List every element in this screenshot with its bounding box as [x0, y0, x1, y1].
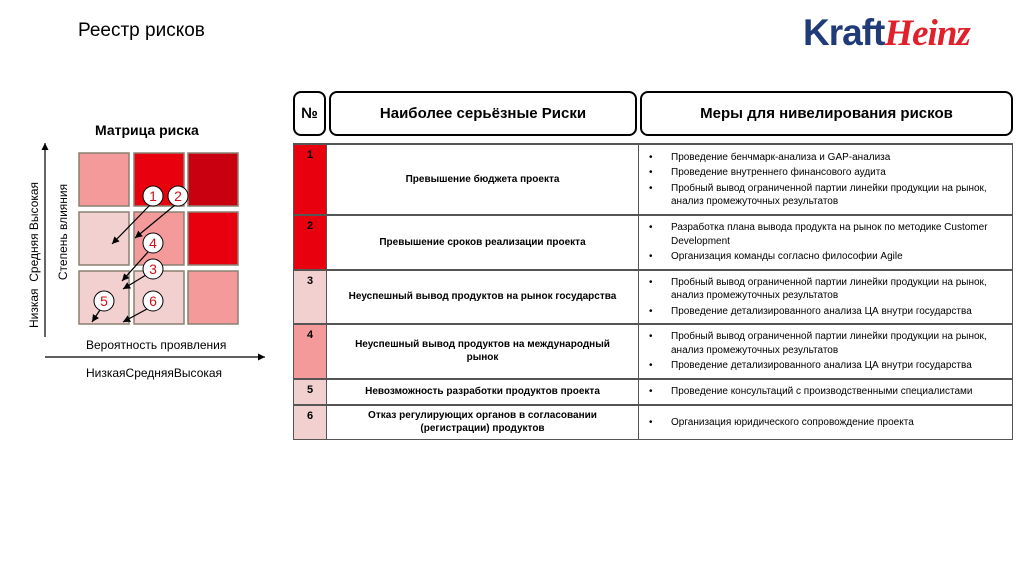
table-row	[294, 324, 1013, 379]
measure-item: • Проведение бенчмарк-анализа и GAP-анализа	[645, 151, 1006, 165]
table-row	[294, 215, 1013, 270]
svg-text:6: 6	[149, 293, 157, 309]
y-axis-levels: Низкая Средняя Высокая	[27, 181, 41, 328]
header-risks: Наиболее серьёзные Риски	[329, 91, 637, 136]
risk-name: Превышение сроков реализации проекта	[327, 215, 639, 270]
svg-text:2: 2	[174, 188, 182, 204]
kraft-heinz-logo	[803, 12, 970, 55]
measure-item: • Пробный вывод ограниченной партии линейки продукции на рынок, анализ промежуточных результатов	[645, 182, 1006, 209]
matrix-cell	[188, 153, 238, 206]
risk-measures	[639, 270, 1013, 325]
table-row	[294, 270, 1013, 325]
logo-heinz: Heinz	[884, 13, 970, 54]
risk-marker-2	[168, 186, 188, 206]
svg-text:3: 3	[149, 261, 157, 277]
matrix-cell	[79, 153, 129, 206]
svg-text:4: 4	[149, 235, 157, 251]
y-axis-label: Степень влияния	[56, 183, 70, 281]
risk-name: Неуспешный вывод продуктов на международный рынок	[327, 324, 639, 379]
table-row	[294, 405, 1013, 440]
table-row	[294, 379, 1013, 405]
risk-marker-5	[94, 291, 114, 311]
risk-name: Невозможность разработки продуктов проекта	[327, 379, 639, 405]
matrix-cell	[188, 212, 238, 265]
measure-item: • Организация юридического сопровождение проекта	[645, 416, 1006, 430]
page-title: Реестр рисков	[78, 20, 205, 41]
risk-name: Отказ регулирующих органов в согласовании (регистрации) продуктов	[327, 405, 639, 440]
risk-number: 2	[294, 215, 327, 270]
matrix-cell	[79, 212, 129, 265]
risk-name: Превышение бюджета проекта	[327, 144, 639, 215]
x-axis-label: Вероятность проявления	[86, 338, 227, 352]
header-measures: Меры для нивелирования рисков	[640, 91, 1013, 136]
risk-number: 4	[294, 324, 327, 379]
risk-measures	[639, 379, 1013, 405]
risk-number: 5	[294, 379, 327, 405]
measure-item: • Организация команды согласно философии Agile	[645, 250, 1006, 264]
measure-item: • Разработка плана вывода продукта на рынок по методике Customer Development	[645, 221, 1006, 248]
matrix-title: Матрица риска	[95, 122, 199, 138]
matrix-cell	[188, 271, 238, 324]
risk-marker-4	[143, 233, 163, 253]
risk-name: Неуспешный вывод продуктов на рынок государства	[327, 270, 639, 325]
risk-table	[293, 143, 1013, 440]
measure-item: • Проведение консультаций с производственными специалистами	[645, 385, 1006, 399]
risk-number: 1	[294, 144, 327, 215]
measure-item: • Проведение внутреннего финансового аудита	[645, 166, 1006, 180]
measure-item: • Пробный вывод ограниченной партии линейки продукции на рынок, анализ промежуточных результатов	[645, 276, 1006, 303]
table-row	[294, 144, 1013, 215]
measure-item: • Пробный вывод ограниченной партии линейки продукции на рынок, анализ промежуточных результатов	[645, 330, 1006, 357]
risk-number: 3	[294, 270, 327, 325]
risk-measures	[639, 144, 1013, 215]
measure-item: • Проведение детализированного анализа ЦА внутри государства	[645, 305, 1006, 319]
x-axis-levels: НизкаяСредняяВысокая	[86, 366, 223, 380]
risk-measures	[639, 405, 1013, 440]
risk-number: 6	[294, 405, 327, 440]
risk-marker-1	[143, 186, 163, 206]
measure-item: • Проведение детализированного анализа ЦА внутри государства	[645, 359, 1006, 373]
svg-text:1: 1	[149, 188, 157, 204]
svg-text:5: 5	[100, 293, 108, 309]
logo-kraft: Kraft	[803, 12, 885, 53]
risk-marker-6	[143, 291, 163, 311]
header-num: №	[293, 91, 326, 136]
risk-marker-3	[143, 259, 163, 279]
risk-measures	[639, 215, 1013, 270]
risk-measures	[639, 324, 1013, 379]
